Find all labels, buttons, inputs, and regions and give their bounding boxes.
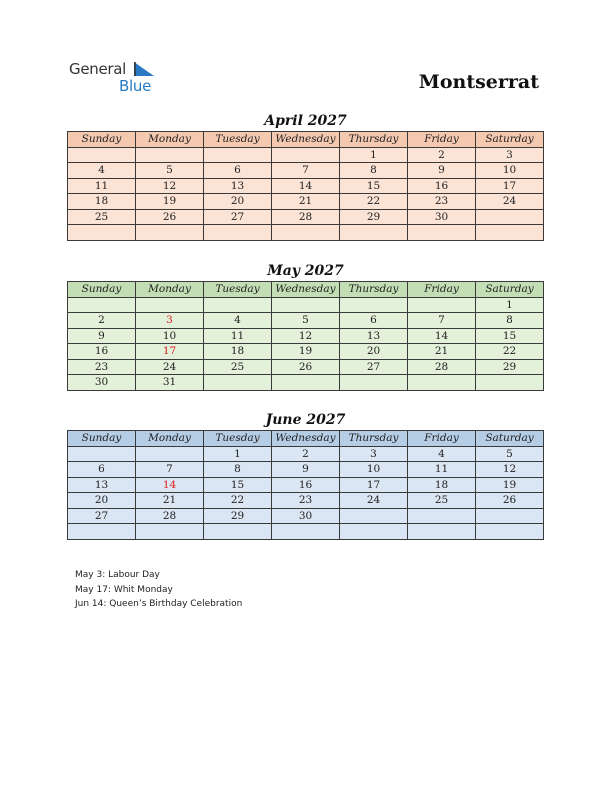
month-block	[67, 261, 544, 391]
weekday-header: Wednesday	[272, 431, 340, 447]
empty-day-cell	[272, 524, 340, 540]
logo-word-general: General	[69, 60, 127, 78]
day-cell: 28	[408, 359, 476, 375]
day-cell: 26	[136, 209, 204, 225]
month-title: May 2027	[267, 263, 344, 279]
weekday-header: Saturday	[476, 132, 544, 148]
day-cell: 20	[204, 194, 272, 210]
day-cell: 19	[272, 344, 340, 360]
day-cell: 22	[476, 344, 544, 360]
day-cell: 13	[204, 178, 272, 194]
month-table	[67, 430, 544, 540]
day-cell: 19	[476, 477, 544, 493]
empty-day-cell	[204, 375, 272, 391]
weekday-header: Saturday	[476, 431, 544, 447]
weekday-header: Wednesday	[272, 282, 340, 298]
day-cell: 4	[68, 163, 136, 179]
day-cell: 2	[272, 446, 340, 462]
holiday-note: Jun 14: Queen’s Birthday Celebration	[75, 599, 243, 609]
month-table	[67, 131, 544, 241]
day-cell: 15	[476, 328, 544, 344]
day-cell: 13	[340, 328, 408, 344]
day-cell: 9	[272, 462, 340, 478]
weekday-header: Sunday	[68, 431, 136, 447]
day-cell: 4	[408, 446, 476, 462]
empty-day-cell	[204, 524, 272, 540]
empty-day-cell	[204, 297, 272, 313]
day-cell: 23	[408, 194, 476, 210]
day-cell: 24	[476, 194, 544, 210]
day-cell: 30	[272, 508, 340, 524]
day-cell: 15	[340, 178, 408, 194]
empty-day-cell	[136, 147, 204, 163]
day-cell: 23	[68, 359, 136, 375]
empty-day-cell	[340, 524, 408, 540]
weekday-header: Wednesday	[272, 132, 340, 148]
day-cell: 15	[204, 477, 272, 493]
day-cell: 14	[272, 178, 340, 194]
day-cell: 24	[136, 359, 204, 375]
day-cell: 1	[476, 297, 544, 313]
day-cell: 10	[476, 163, 544, 179]
day-cell: 11	[68, 178, 136, 194]
empty-day-cell	[204, 225, 272, 241]
day-cell: 16	[68, 344, 136, 360]
day-cell: 21	[408, 344, 476, 360]
day-cell: 8	[204, 462, 272, 478]
day-cell: 17	[136, 344, 204, 360]
empty-day-cell	[476, 209, 544, 225]
day-cell: 23	[272, 493, 340, 509]
week-row	[68, 209, 544, 225]
day-cell: 30	[408, 209, 476, 225]
empty-day-cell	[408, 225, 476, 241]
week-row	[68, 163, 544, 179]
day-cell: 27	[340, 359, 408, 375]
day-cell: 29	[476, 359, 544, 375]
day-cell: 29	[340, 209, 408, 225]
logo-flag-icon	[134, 62, 154, 76]
day-cell: 11	[408, 462, 476, 478]
weekday-header: Tuesday	[204, 431, 272, 447]
day-cell: 28	[136, 508, 204, 524]
day-cell: 7	[136, 462, 204, 478]
day-cell: 2	[68, 313, 136, 329]
week-row	[68, 147, 544, 163]
day-cell: 9	[68, 328, 136, 344]
weekday-header: Friday	[408, 282, 476, 298]
day-cell: 24	[340, 493, 408, 509]
day-cell: 20	[340, 344, 408, 360]
weekday-header: Monday	[136, 282, 204, 298]
day-cell: 6	[340, 313, 408, 329]
weekday-header: Saturday	[476, 282, 544, 298]
month-table	[67, 281, 544, 391]
empty-day-cell	[68, 524, 136, 540]
weekday-header: Friday	[408, 431, 476, 447]
day-cell: 10	[136, 328, 204, 344]
week-row	[68, 313, 544, 329]
empty-day-cell	[272, 375, 340, 391]
month-title: April 2027	[264, 113, 347, 129]
day-cell: 21	[272, 194, 340, 210]
weekday-header-row	[68, 431, 544, 447]
day-cell: 3	[340, 446, 408, 462]
day-cell: 1	[340, 147, 408, 163]
day-cell: 16	[272, 477, 340, 493]
empty-day-cell	[476, 375, 544, 391]
day-cell: 12	[476, 462, 544, 478]
day-cell: 8	[476, 313, 544, 329]
empty-day-cell	[68, 297, 136, 313]
day-cell: 7	[408, 313, 476, 329]
week-row	[68, 344, 544, 360]
empty-day-cell	[476, 508, 544, 524]
weekday-header: Thursday	[340, 431, 408, 447]
weekday-header: Thursday	[340, 132, 408, 148]
day-cell: 26	[476, 493, 544, 509]
week-row	[68, 297, 544, 313]
day-cell: 10	[340, 462, 408, 478]
day-cell: 3	[136, 313, 204, 329]
day-cell: 31	[136, 375, 204, 391]
day-cell: 11	[204, 328, 272, 344]
day-cell: 6	[68, 462, 136, 478]
day-cell: 17	[340, 477, 408, 493]
empty-day-cell	[340, 297, 408, 313]
day-cell: 3	[476, 147, 544, 163]
empty-day-cell	[340, 375, 408, 391]
empty-day-cell	[68, 147, 136, 163]
day-cell: 19	[136, 194, 204, 210]
day-cell: 17	[476, 178, 544, 194]
day-cell: 4	[204, 313, 272, 329]
day-cell: 8	[340, 163, 408, 179]
week-row	[68, 225, 544, 241]
month-block	[67, 111, 544, 241]
day-cell: 29	[204, 508, 272, 524]
day-cell: 7	[272, 163, 340, 179]
weekday-header: Thursday	[340, 282, 408, 298]
empty-day-cell	[408, 508, 476, 524]
weekday-header: Sunday	[68, 132, 136, 148]
day-cell: 25	[68, 209, 136, 225]
empty-day-cell	[68, 446, 136, 462]
weekday-header-row	[68, 132, 544, 148]
day-cell: 5	[272, 313, 340, 329]
empty-day-cell	[136, 446, 204, 462]
day-cell: 21	[136, 493, 204, 509]
logo	[69, 60, 169, 96]
empty-day-cell	[272, 225, 340, 241]
day-cell: 16	[408, 178, 476, 194]
logo-word-blue: Blue	[119, 77, 151, 95]
week-row	[68, 508, 544, 524]
day-cell: 14	[408, 328, 476, 344]
day-cell: 27	[68, 508, 136, 524]
week-row	[68, 328, 544, 344]
day-cell: 18	[204, 344, 272, 360]
weekday-header: Tuesday	[204, 132, 272, 148]
day-cell: 9	[408, 163, 476, 179]
empty-day-cell	[476, 225, 544, 241]
week-row	[68, 524, 544, 540]
day-cell: 12	[272, 328, 340, 344]
empty-day-cell	[204, 147, 272, 163]
day-cell: 25	[408, 493, 476, 509]
week-row	[68, 194, 544, 210]
empty-day-cell	[136, 297, 204, 313]
day-cell: 27	[204, 209, 272, 225]
day-cell: 22	[204, 493, 272, 509]
day-cell: 20	[68, 493, 136, 509]
day-cell: 6	[204, 163, 272, 179]
empty-day-cell	[340, 508, 408, 524]
holiday-notes	[75, 568, 242, 612]
empty-day-cell	[68, 225, 136, 241]
empty-day-cell	[272, 297, 340, 313]
country-title: Montserrat	[418, 71, 539, 93]
day-cell: 5	[136, 163, 204, 179]
week-row	[68, 462, 544, 478]
week-row	[68, 178, 544, 194]
day-cell: 28	[272, 209, 340, 225]
empty-day-cell	[408, 375, 476, 391]
day-cell: 12	[136, 178, 204, 194]
weekday-header: Tuesday	[204, 282, 272, 298]
day-cell: 5	[476, 446, 544, 462]
day-cell: 18	[408, 477, 476, 493]
month-title: June 2027	[265, 412, 346, 428]
empty-day-cell	[408, 524, 476, 540]
weekday-header: Sunday	[68, 282, 136, 298]
holiday-note: May 3: Labour Day	[75, 570, 160, 580]
week-row	[68, 359, 544, 375]
week-row	[68, 446, 544, 462]
week-row	[68, 493, 544, 509]
weekday-header: Monday	[136, 132, 204, 148]
weekday-header-row	[68, 282, 544, 298]
empty-day-cell	[272, 147, 340, 163]
holiday-note: May 17: Whit Monday	[75, 584, 173, 595]
week-row	[68, 477, 544, 493]
empty-day-cell	[136, 524, 204, 540]
day-cell: 22	[340, 194, 408, 210]
day-cell: 26	[272, 359, 340, 375]
empty-day-cell	[136, 225, 204, 241]
empty-day-cell	[408, 297, 476, 313]
day-cell: 30	[68, 375, 136, 391]
weekday-header: Monday	[136, 431, 204, 447]
day-cell: 13	[68, 477, 136, 493]
day-cell: 14	[136, 477, 204, 493]
month-block	[67, 410, 544, 540]
week-row	[68, 375, 544, 391]
empty-day-cell	[340, 225, 408, 241]
day-cell: 1	[204, 446, 272, 462]
day-cell: 2	[408, 147, 476, 163]
weekday-header: Friday	[408, 132, 476, 148]
day-cell: 25	[204, 359, 272, 375]
empty-day-cell	[476, 524, 544, 540]
day-cell: 18	[68, 194, 136, 210]
